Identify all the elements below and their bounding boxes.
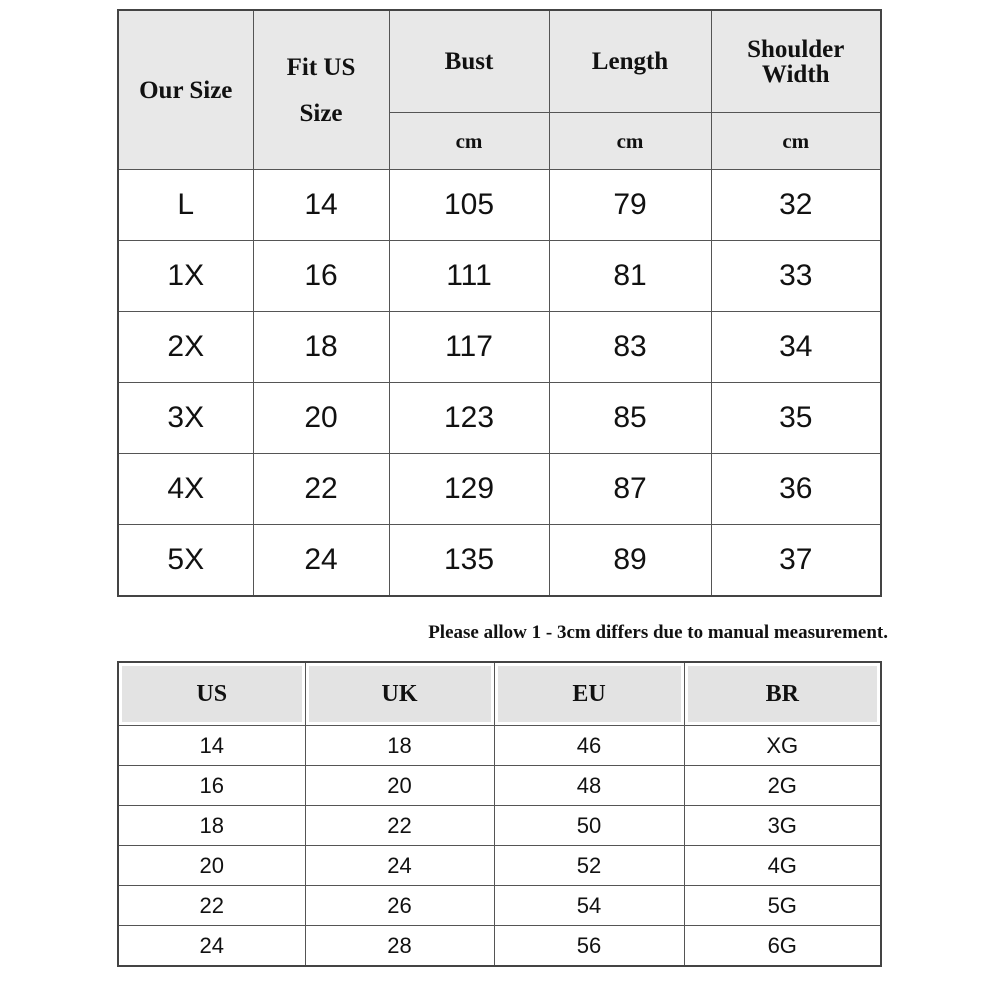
header-shoulder-width	[711, 10, 881, 113]
cell-shoulder: 35	[711, 383, 881, 454]
cell-uk: 28	[305, 926, 494, 967]
table-row	[118, 926, 881, 967]
cell-our-size: L	[118, 170, 253, 241]
cell-us: 24	[118, 926, 305, 967]
cell-eu: 46	[494, 726, 684, 766]
cell-us: 16	[118, 766, 305, 806]
cell-eu: 50	[494, 806, 684, 846]
cell-eu: 48	[494, 766, 684, 806]
cell-length: 85	[549, 383, 711, 454]
header-shoulder-unit: cm	[711, 113, 881, 170]
cell-fit-us: 14	[253, 170, 389, 241]
cell-bust: 117	[389, 312, 549, 383]
cell-length: 79	[549, 170, 711, 241]
cell-shoulder: 33	[711, 241, 881, 312]
cell-fit-us: 22	[253, 454, 389, 525]
header-bust-unit: cm	[389, 113, 549, 170]
table-row	[118, 806, 881, 846]
measurement-note: Please allow 1 - 3cm differs due to manual measurement.	[428, 622, 888, 643]
header-our-size: Our Size	[118, 10, 253, 170]
header-length: Length	[549, 10, 711, 113]
cell-eu: 54	[494, 886, 684, 926]
cell-fit-us: 24	[253, 525, 389, 597]
header-length-unit: cm	[549, 113, 711, 170]
header-shoulder-line1: Shoulder	[747, 35, 845, 63]
cell-br: 3G	[684, 806, 881, 846]
cell-bust: 129	[389, 454, 549, 525]
cell-fit-us: 18	[253, 312, 389, 383]
cell-eu: 52	[494, 846, 684, 886]
cell-shoulder: 32	[711, 170, 881, 241]
cell-uk: 22	[305, 806, 494, 846]
table-row	[118, 886, 881, 926]
table-row	[118, 241, 881, 312]
cell-bust: 111	[389, 241, 549, 312]
cell-br: 6G	[684, 926, 881, 967]
table-row	[118, 454, 881, 525]
cell-bust: 135	[389, 525, 549, 597]
table-row	[118, 170, 881, 241]
cell-our-size: 2X	[118, 312, 253, 383]
cell-us: 20	[118, 846, 305, 886]
cell-fit-us: 20	[253, 383, 389, 454]
cell-shoulder: 34	[711, 312, 881, 383]
cell-our-size: 1X	[118, 241, 253, 312]
cell-br: 5G	[684, 886, 881, 926]
cell-uk: 24	[305, 846, 494, 886]
cell-br: 4G	[684, 846, 881, 886]
header-us: US	[118, 662, 305, 726]
header-br: BR	[684, 662, 881, 726]
cell-us: 14	[118, 726, 305, 766]
header-eu: EU	[494, 662, 684, 726]
table-row	[118, 525, 881, 597]
cell-shoulder: 37	[711, 525, 881, 597]
table-row	[118, 726, 881, 766]
cell-uk: 26	[305, 886, 494, 926]
header-uk: UK	[305, 662, 494, 726]
cell-br: XG	[684, 726, 881, 766]
size-chart-table	[117, 9, 882, 597]
header-fit-us-line1: Fit US	[286, 53, 356, 81]
table-row	[118, 383, 881, 454]
cell-us: 18	[118, 806, 305, 846]
cell-br: 2G	[684, 766, 881, 806]
table-row	[118, 846, 881, 886]
header-fit-us-line2: Size	[299, 99, 343, 127]
size-conversion-table	[117, 661, 882, 967]
cell-bust: 123	[389, 383, 549, 454]
cell-our-size: 5X	[118, 525, 253, 597]
cell-bust: 105	[389, 170, 549, 241]
cell-eu: 56	[494, 926, 684, 967]
cell-fit-us: 16	[253, 241, 389, 312]
header-bust: Bust	[389, 10, 549, 113]
header-shoulder-line2: Width	[761, 60, 830, 88]
cell-length: 87	[549, 454, 711, 525]
header-fit-us-size	[253, 10, 389, 170]
table-row	[118, 312, 881, 383]
cell-uk: 18	[305, 726, 494, 766]
cell-our-size: 4X	[118, 454, 253, 525]
cell-uk: 20	[305, 766, 494, 806]
cell-length: 83	[549, 312, 711, 383]
cell-our-size: 3X	[118, 383, 253, 454]
cell-us: 22	[118, 886, 305, 926]
cell-shoulder: 36	[711, 454, 881, 525]
table-row	[118, 766, 881, 806]
cell-length: 89	[549, 525, 711, 597]
cell-length: 81	[549, 241, 711, 312]
